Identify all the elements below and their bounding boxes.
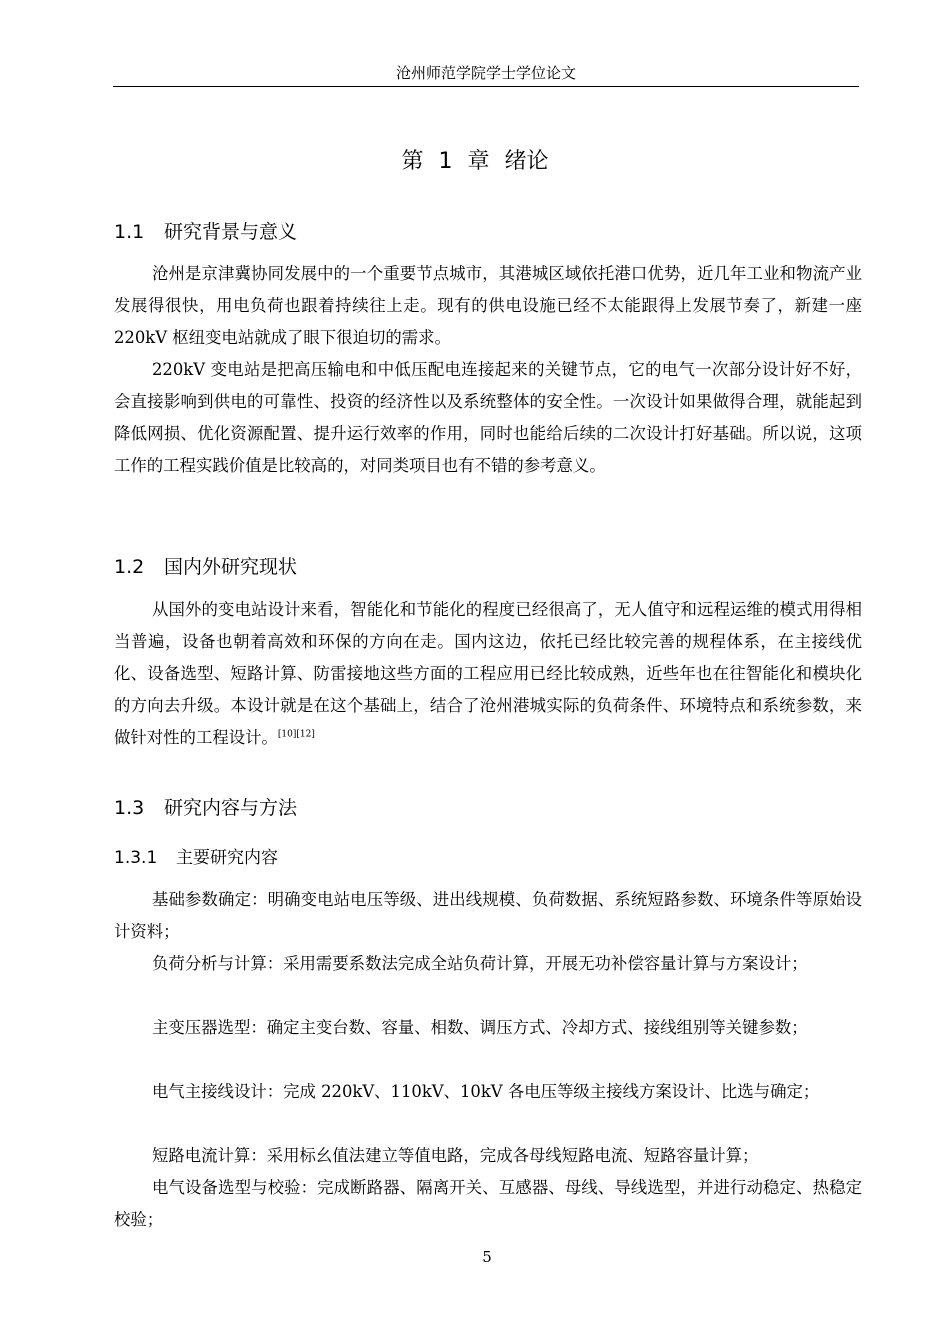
paragraph: 沧州是京津冀协同发展中的一个重要节点城市，其港城区域依托港口优势，近几年工业和物流产业发展得很快，用电负荷也跟着持续往上走。现有的供电设施已经不太能跟得上发展节奏了，新建一座 220kV 枢纽变电站就成了眼下很迫切的需求。 [114,264,862,347]
paragraph-text: 从国外的变电站设计来看，智能化和节能化的程度已经很高了，无人值守和远程运维的模式用得相当普遍，设备也朝着高效和环保的方向在走。国内这边，依托已经比较完善的规程体系，在主接线优化、设备选型、短路计算、防雷接地这些方面的工程应用已经比较成熟，近些年也在往智能化和模块化的方向去升级。本设计就是在这个基础上，结合了沧州港城实际的负荷条件、环境特点和系统参数，来做针对性的工程设计。 [114,600,862,747]
section-title: 研究内容与方法 [164,797,298,819]
list-item: 负荷分析与计算：采用需要系数法完成全站负荷计算，开展无功补偿容量计算与方案设计； [152,954,808,973]
subsection-title: 主要研究内容 [176,848,278,868]
page-number: 5 [482,1248,492,1266]
list-item: 短路电流计算：采用标幺值法建立等值电路，完成各母线短路电流、短路容量计算； [152,1146,759,1165]
section-heading-1-2 [114,553,297,581]
running-header: 沧州师范学院学士学位论文 [113,62,859,87]
citation: [10][12] [277,729,315,740]
section-number: 1.1 [114,221,145,243]
subsection-number: 1.3.1 [114,848,158,868]
section-title: 国内外研究现状 [164,556,298,578]
chapter-title: 第 1 章 绪论 [401,149,549,174]
section-number: 1.3 [114,797,145,819]
section-title: 研究背景与意义 [164,221,298,243]
list-item: 主变压器选型：确定主变台数、容量、相数、调压方式、冷却方式、接线组别等关键参数； [152,1018,808,1037]
section-number: 1.2 [114,556,145,578]
paragraph [114,594,862,754]
paragraph: 220kV 变电站是把高压输电和中低压配电连接起来的关键节点，它的电气一次部分设计好不好，会直接影响到供电的可靠性、投资的经济性以及系统整体的安全性。一次设计如果做得合理，就能起到降低网损、优化资源配置、提升运行效率的作用，同时也能给后续的二次设计打好基础。所以说，这项工作的工程实践价值是比较高的，对同类项目也有不错的参考意义。 [114,360,862,475]
section-heading-1-1 [114,218,297,246]
subsection-heading-1-3-1 [114,845,278,871]
section-heading-1-3 [114,794,297,822]
list-item: 电气设备选型与校验：完成断路器、隔离开关、互感器、母线、导线选型，并进行动稳定、热稳定校验； [114,1178,862,1229]
list-item: 基础参数确定：明确变电站电压等级、进出线规模、负荷数据、系统短路参数、环境条件等原始设计资料； [114,890,862,941]
list-item: 电气主接线设计：完成 220kV、110kV、10kV 各电压等级主接线方案设计、比选与确定； [152,1082,820,1101]
